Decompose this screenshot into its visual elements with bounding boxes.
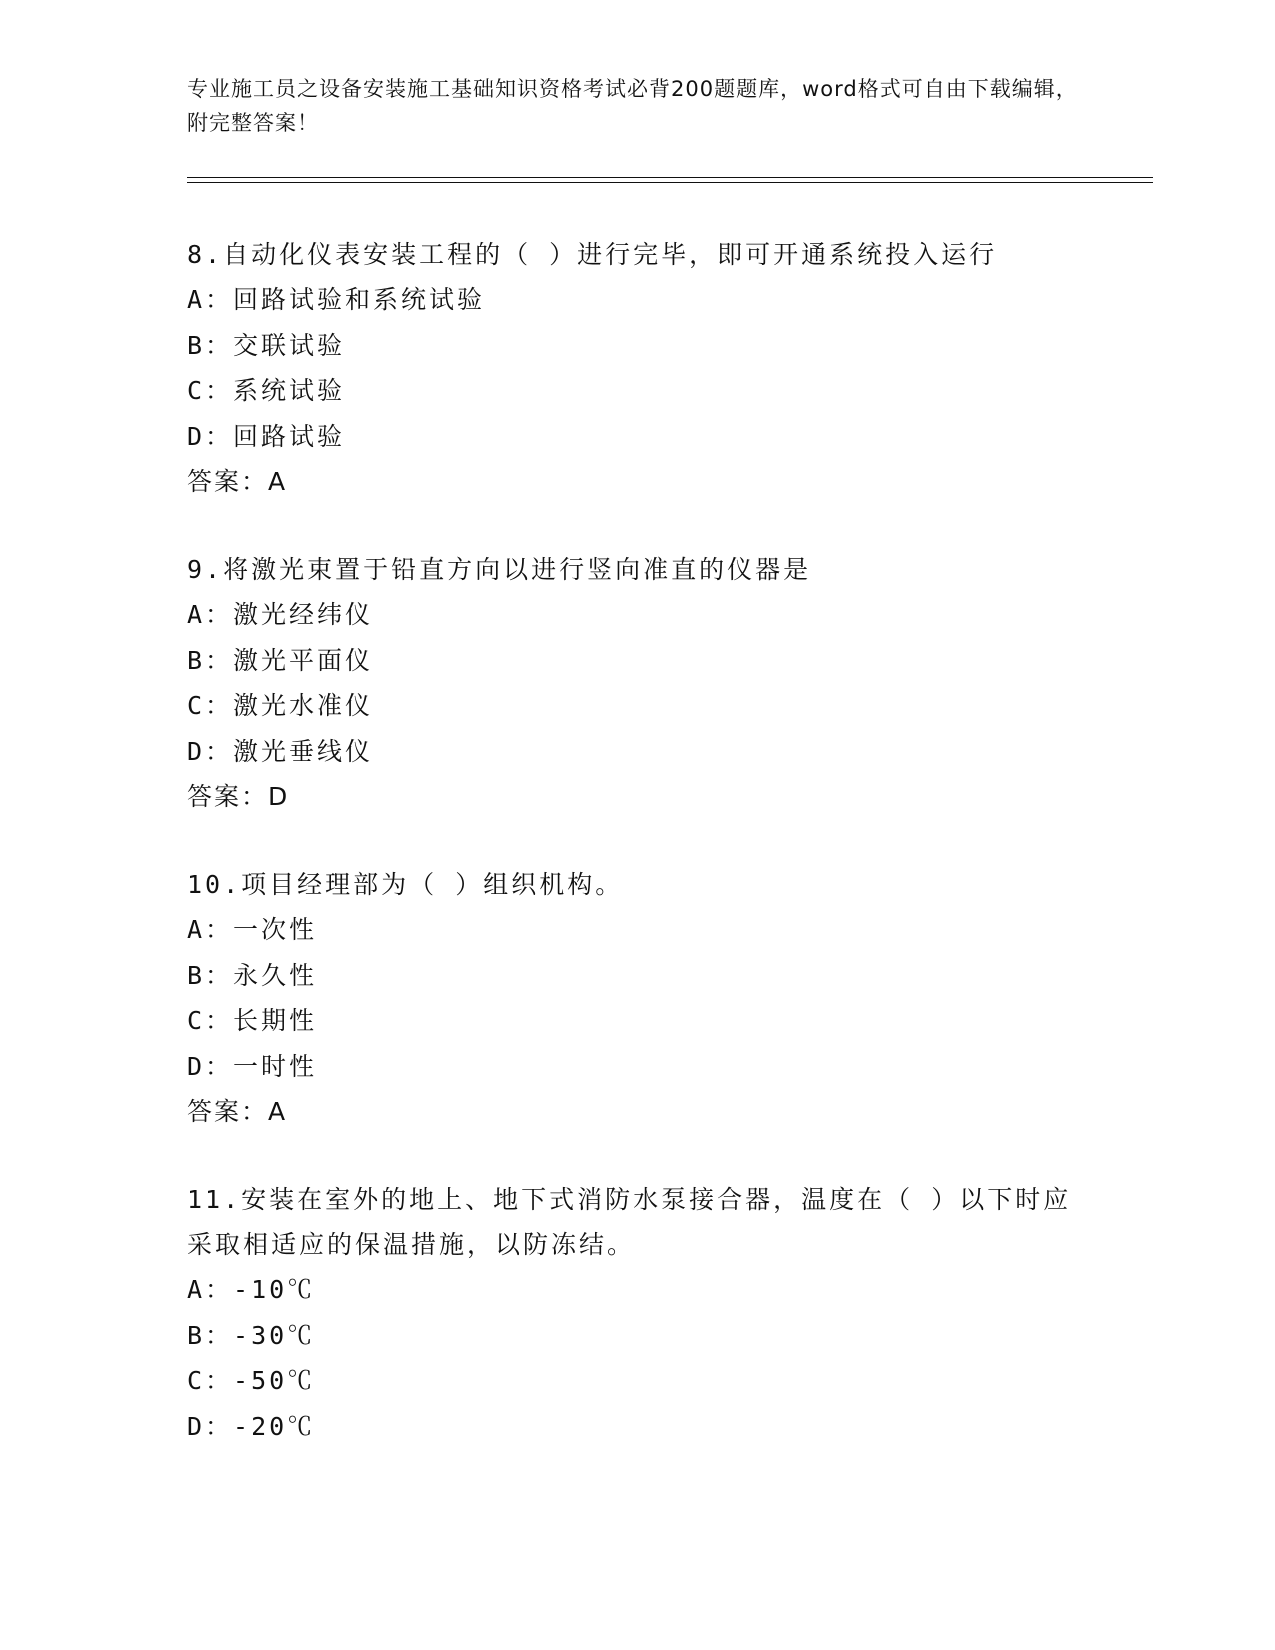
option-a: A：激光经纬仪 [187, 600, 374, 629]
question-9 [187, 547, 1087, 819]
option-b: B：激光平面仪 [187, 645, 374, 675]
header-divider-bottom [187, 182, 1153, 183]
option-d: D：回路试验 [187, 421, 346, 451]
option-c: C：长期性 [187, 1006, 318, 1035]
option-d: D：激光垂线仪 [187, 736, 374, 766]
question-stem: 11.安装在室外的地上、地下式消防水泵接合器，温度在（ ）以下时应采取相适应的保温措施，以防冻结。 [187, 1185, 1072, 1259]
answer-line: 答案：A [187, 467, 288, 496]
question-11 [187, 1177, 1087, 1449]
question-stem: 8.自动化仪表安装工程的（ ）进行完毕，即可开通系统投入运行 [187, 240, 998, 269]
question-stem: 10.项目经理部为（ ）组织机构。 [187, 870, 624, 899]
question-stem: 9.将激光束置于铅直方向以进行竖向准直的仪器是 [187, 555, 812, 584]
option-a: A：回路试验和系统试验 [187, 285, 486, 314]
header-divider-top [187, 177, 1153, 178]
option-d: D：一时性 [187, 1051, 318, 1081]
option-c: C：激光水准仪 [187, 691, 374, 720]
option-c: C：-50℃ [187, 1366, 316, 1395]
option-b: B：永久性 [187, 960, 318, 990]
option-a: A：-10℃ [187, 1275, 316, 1304]
option-b: B：-30℃ [187, 1320, 316, 1350]
question-list [187, 232, 1087, 1492]
answer-line: 答案：D [187, 782, 290, 811]
option-b: B：交联试验 [187, 330, 346, 360]
document-header: 专业施工员之设备安装施工基础知识资格考试必背200题题库，word格式可自由下载编辑，附完整答案！ [187, 77, 1078, 135]
option-a: A：一次性 [187, 915, 318, 944]
answer-line: 答案：A [187, 1097, 288, 1126]
option-c: C：系统试验 [187, 376, 346, 405]
option-d: D：-20℃ [187, 1411, 316, 1441]
question-10 [187, 862, 1087, 1134]
question-8 [187, 232, 1087, 504]
